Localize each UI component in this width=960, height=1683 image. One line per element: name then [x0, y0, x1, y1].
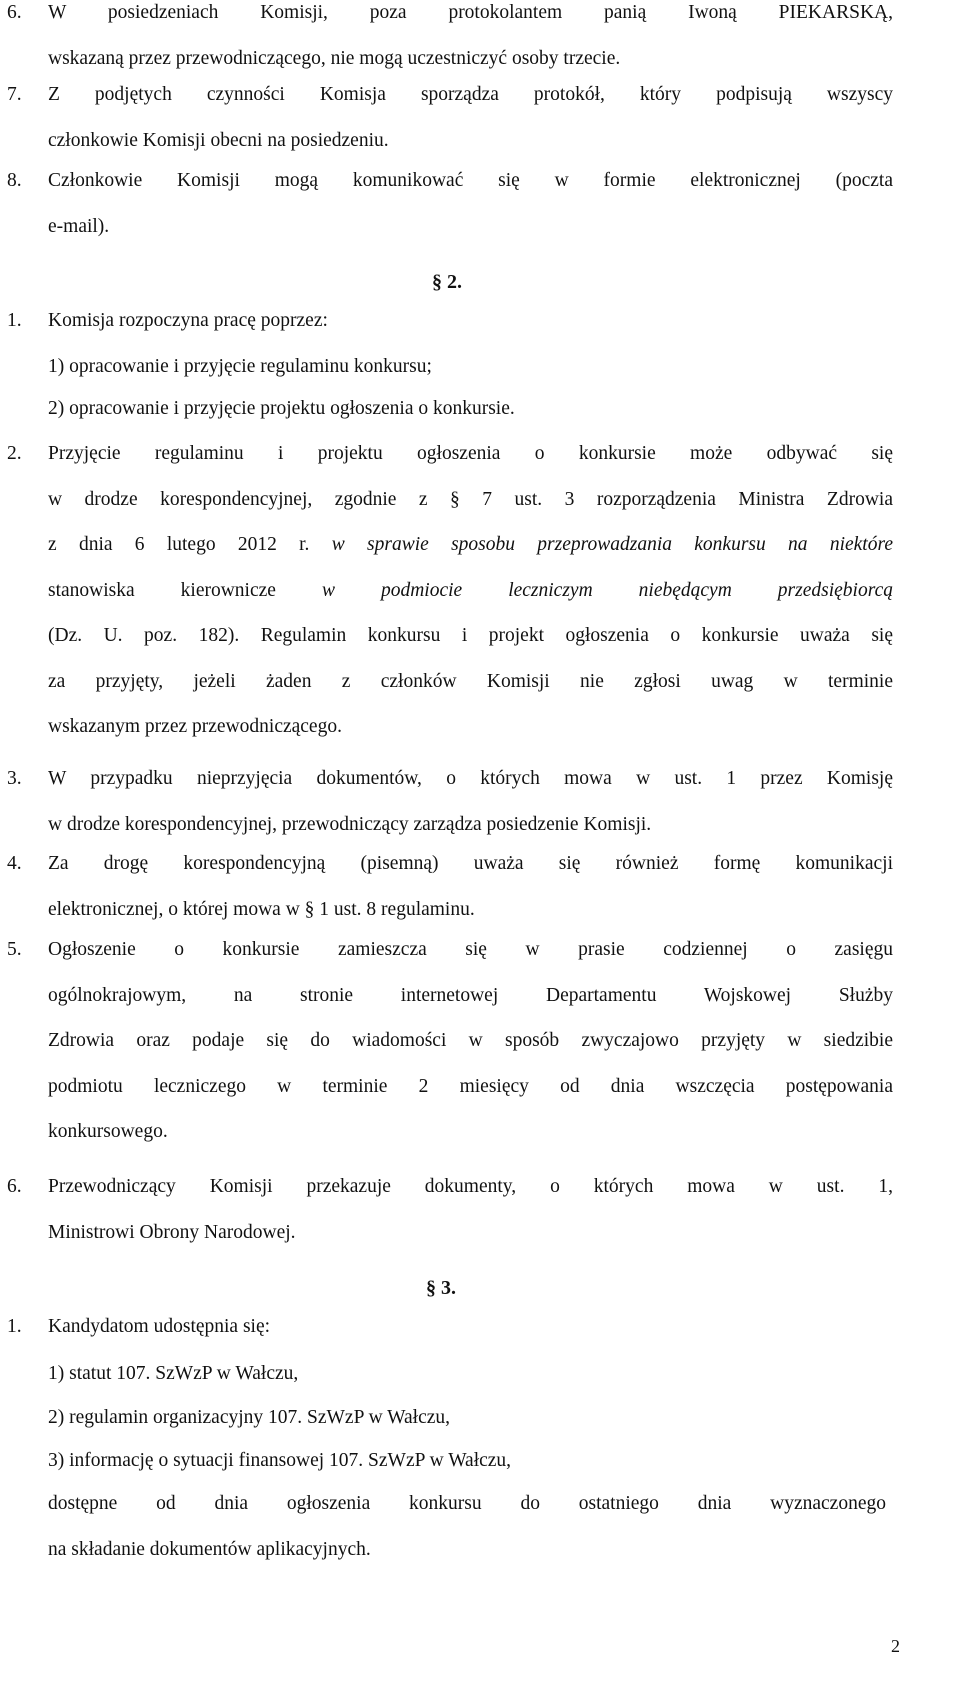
plain-fragment: stanowiska kierownicze — [48, 579, 322, 601]
item-text-line: Z podjętych czynności Komisja sporządza protokół, który podpisują wszyscy — [48, 84, 893, 105]
item-text-line: W posiedzeniach Komisji, poza protokolantem panią Iwoną PIEKARSKĄ, — [48, 2, 893, 23]
item-number: 1. — [7, 310, 22, 331]
section-2-heading: § 2. — [432, 271, 462, 293]
item-text-line: Kandydatom udostępnia się: — [48, 1316, 271, 1337]
item-text-line: podmiotu leczniczego w terminie 2 miesięcy od dnia wszczęcia postępowania — [48, 1075, 893, 1097]
item-text-line: wskazaną przez przewodniczącego, nie mogą uczestniczyć osoby trzecie. — [48, 47, 621, 69]
s1-item-7 — [7, 72, 893, 163]
item-number: 8. — [7, 170, 22, 191]
s3-subitem-2: 2) regulamin organizacyjny 107. SzWzP w Wałczu, — [48, 1407, 451, 1428]
item-text-line: Członkowie Komisji mogą komunikować się w formie elektronicznej (poczta — [48, 170, 893, 191]
item-text-line: e-mail). — [48, 215, 110, 237]
item-text-line — [48, 522, 893, 568]
item-text-line: Ministrowi Obrony Narodowej. — [48, 1221, 296, 1243]
item-text-line: Komisja rozpoczyna pracę poprzez: — [48, 310, 328, 331]
italic-title-fragment: w sprawie sposobu przeprowadzania konkursu na niektóre — [331, 534, 893, 555]
s2-item-3 — [7, 756, 893, 847]
item-text-line — [48, 568, 893, 614]
item-text-line: w drodze korespondencyjnej, zgodnie z § 7 ust. 3 rozporządzenia Ministra Zdrowia — [48, 488, 893, 510]
item-text-line: Przewodniczący Komisji przekazuje dokumenty, o których mowa w ust. 1, — [48, 1176, 893, 1197]
s2-item-4 — [7, 841, 893, 932]
item-text-line: ogólnokrajowym, na stronie internetowej Departamentu Wojskowej Służby — [48, 984, 893, 1006]
section-3-heading: § 3. — [426, 1277, 456, 1299]
item-number: 7. — [7, 84, 22, 105]
item-text-line: Zdrowia oraz podaje się do wiadomości w sposób zwyczajowo przyjęty w siedzibie — [48, 1030, 893, 1051]
item-text-line: Ogłoszenie o konkursie zamieszcza się w prasie codziennej o zasięgu — [48, 939, 893, 960]
s3-subitem-3: 3) informację o sytuacji finansowej 107. SzWzP w Wałczu, — [48, 1450, 512, 1471]
s2-subitem-1: 1) opracowanie i przyjęcie regulaminu konkursu; — [48, 356, 432, 377]
s2-item-1 — [7, 298, 893, 344]
s2-item-2 — [7, 431, 893, 750]
item-text-line: elektronicznej, o której mowa w § 1 ust. 8 regulaminu. — [48, 898, 475, 920]
item-number: 2. — [7, 443, 22, 464]
item-number: 6. — [7, 1176, 22, 1197]
item-number: 5. — [7, 939, 22, 960]
s3-subitem-1: 1) statut 107. SzWzP w Wałczu, — [48, 1363, 299, 1384]
closing-text-line: dostępne od dnia ogłoszenia konkursu do ostatniego dnia wyznaczonego — [48, 1493, 886, 1514]
s2-item-5 — [7, 927, 893, 1155]
s2-subitem-2: 2) opracowanie i przyjęcie projektu ogłoszenia o konkursie. — [48, 398, 515, 419]
italic-title-fragment: w podmiocie leczniczym niebędącym przedsiębiorcą — [321, 579, 893, 601]
item-text-line: (Dz. U. poz. 182). Regulamin konkursu i projekt ogłoszenia o konkursie uważa się — [48, 625, 893, 646]
s2-item-6 — [7, 1164, 893, 1255]
s1-item-6 — [7, 0, 893, 81]
plain-fragment: z dnia 6 lutego 2012 r. — [48, 534, 332, 555]
item-number: 1. — [7, 1316, 22, 1337]
item-text-line: członkowie Komisji obecni na posiedzeniu. — [48, 129, 389, 151]
item-text-line: za przyjęty, jeżeli żaden z członków Komisji nie zgłosi uwag w terminie — [48, 670, 893, 692]
item-text-line: Za drogę korespondencyjną (pisemną) uważa się również formę komunikacji — [48, 853, 893, 874]
item-text-line: konkursowego. — [48, 1121, 168, 1142]
item-number: 3. — [7, 768, 22, 789]
item-number: 4. — [7, 853, 22, 874]
item-text-line: W przypadku nieprzyjęcia dokumentów, o których mowa w ust. 1 przez Komisję — [48, 768, 893, 789]
closing-text-line: na składanie dokumentów aplikacyjnych. — [48, 1538, 371, 1560]
s3-item-1 — [7, 1304, 893, 1350]
page-number: 2 — [891, 1636, 900, 1656]
s3-closing-text — [48, 1481, 886, 1572]
item-number: 6. — [7, 2, 22, 23]
item-text-line: Przyjęcie regulaminu i projektu ogłoszenia o konkursie może odbywać się — [48, 443, 893, 464]
item-text-line: w drodze korespondencyjnej, przewodniczący zarządza posiedzenie Komisji. — [48, 813, 652, 835]
s1-item-8 — [7, 158, 893, 249]
item-text-line: wskazanym przez przewodniczącego. — [48, 716, 342, 737]
